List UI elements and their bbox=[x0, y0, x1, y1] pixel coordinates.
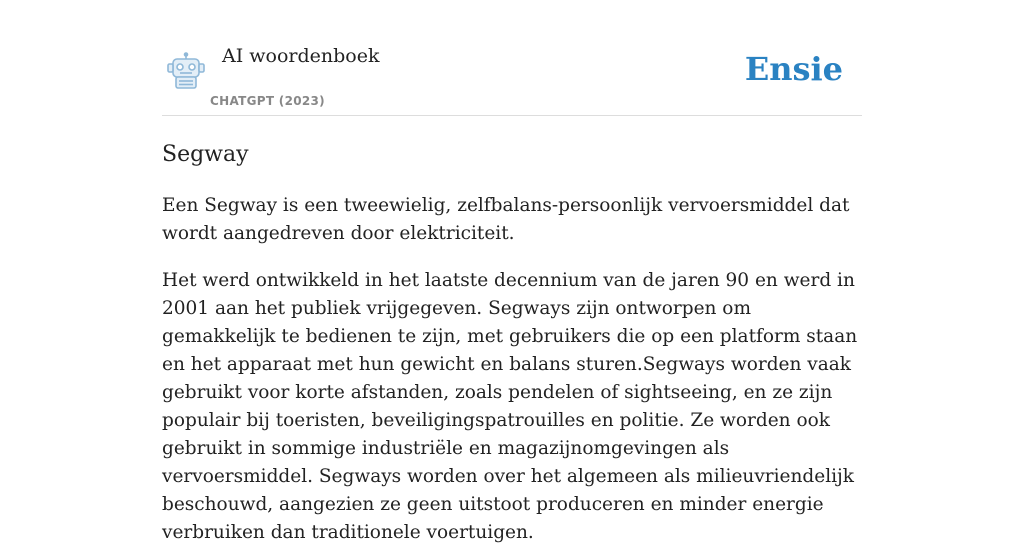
source-label: CHATGPT (2023) bbox=[210, 94, 325, 108]
entry-card bbox=[162, 0, 862, 547]
dictionary-header bbox=[162, 0, 862, 116]
robot-icon bbox=[166, 52, 206, 90]
entry-word: Segway bbox=[162, 142, 249, 167]
description-paragraph: Het werd ontwikkeld in het laatste decennium van de jaren 90 en werd in 2001 aan het publiek vrijgegeven. Segways zijn ontworpen om gemakkelijk te bedienen te zijn, met gebruikers die op een platform staan en het apparaat met hun gewicht en balans sturen.Segways worden vaak gebruikt voor korte afstanden, zoals pendelen of sightseeing, en ze zijn populair bij toeristen, beveiligingspatrouilles en politie. Ze worden ook gebruikt in sommige industriële en magazijnomgevingen als vervoersmiddel. Segways worden over het algemeen als milieuvriendelijk beschouwd, aangezien ze geen uitstoot produceren en minder energie verbruiken dan traditionele voertuigen. bbox=[162, 270, 858, 543]
dictionary-title[interactable]: AI woordenboek bbox=[222, 45, 380, 67]
definition-paragraph: Een Segway is een tweewielig, zelfbalans-persoonlijk vervoersmiddel dat wordt aangedreven door elektriciteit. bbox=[162, 195, 850, 244]
ensie-logo[interactable]: Ensie bbox=[744, 50, 843, 88]
